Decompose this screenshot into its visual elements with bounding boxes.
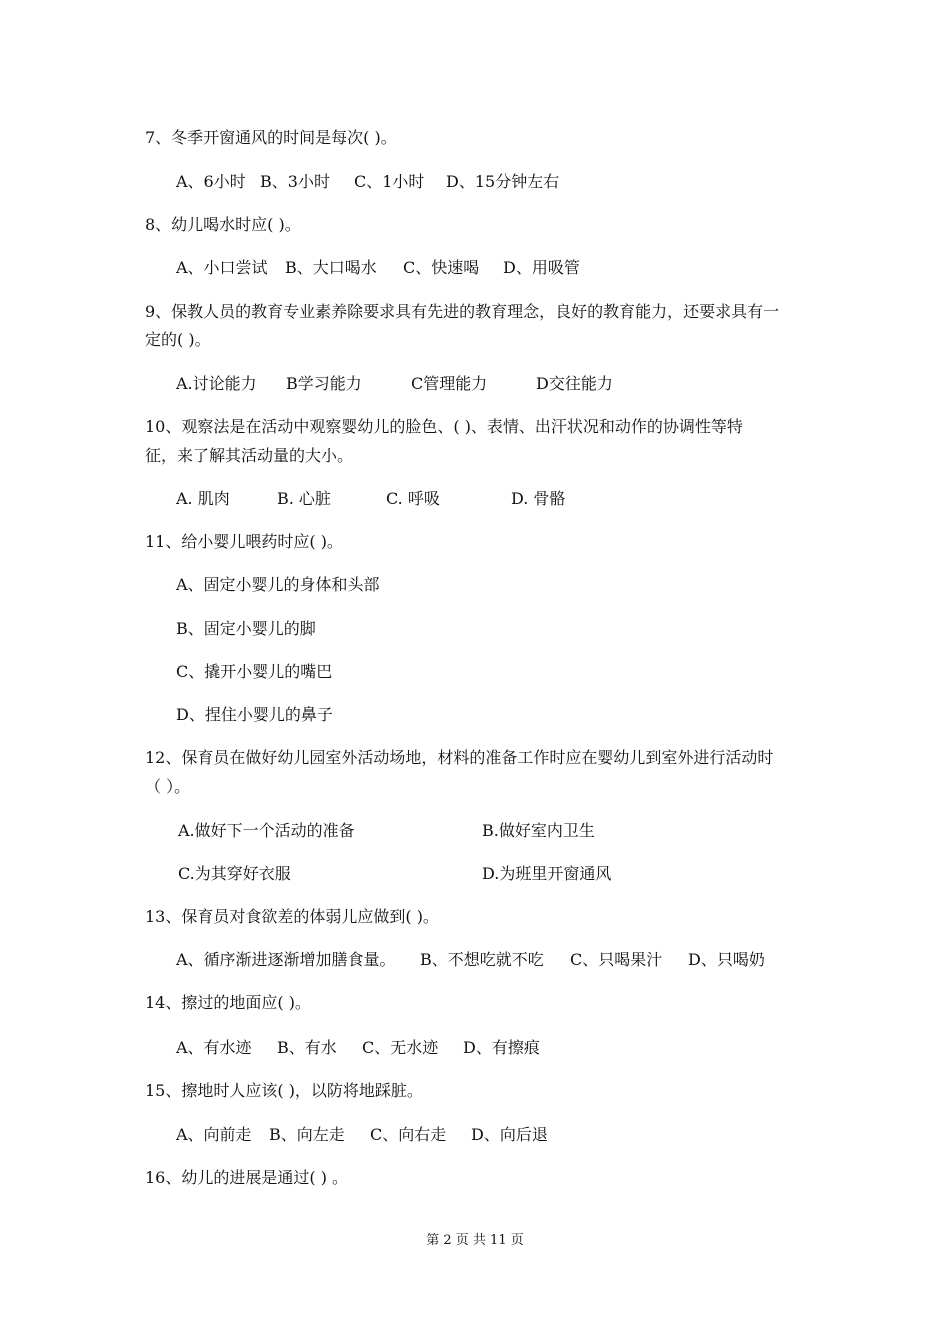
option-c: C、向右走 bbox=[370, 1125, 447, 1144]
option-d: D. 骨骼 bbox=[511, 489, 566, 508]
question-11: 11、给小婴儿喂药时应( )。 bbox=[145, 532, 343, 551]
question-12-options-row2 bbox=[176, 864, 611, 884]
question-12-line1: 12、保育员在做好幼儿园室外活动场地，材料的准备工作时应在婴幼儿到室外进行活动时 bbox=[145, 748, 774, 767]
option-c: C、只喝果汁 bbox=[570, 950, 663, 969]
question-7: 7、冬季开窗通风的时间是每次( )。 bbox=[145, 128, 397, 147]
option-b: B、大口喝水 bbox=[285, 258, 377, 277]
option-a: A.做好下一个活动的准备 bbox=[178, 821, 355, 840]
option-c: C、无水迹 bbox=[362, 1038, 439, 1057]
option-b: B. 心脏 bbox=[277, 489, 331, 508]
option-a: A、6小时 bbox=[176, 172, 246, 191]
question-8: 8、幼儿喝水时应( )。 bbox=[145, 215, 301, 234]
option-a: A、小口尝试 bbox=[176, 258, 268, 277]
option-d: D、向后退 bbox=[471, 1125, 548, 1144]
question-13-options bbox=[176, 950, 765, 970]
option-d: D、捏住小婴儿的鼻子 bbox=[176, 705, 333, 724]
option-c: C.为其穿好衣服 bbox=[178, 864, 291, 883]
question-14: 14、擦过的地面应( )。 bbox=[145, 993, 311, 1012]
option-b: B、固定小婴儿的脚 bbox=[176, 619, 316, 638]
option-d: D、只喝奶 bbox=[688, 950, 765, 969]
question-9-line1: 9、保教人员的教育专业素养除要求具有先进的教育理念，良好的教育能力，还要求具有一 bbox=[145, 302, 780, 321]
question-9-options bbox=[176, 374, 613, 394]
option-c: C、快速喝 bbox=[403, 258, 480, 277]
option-a: A、循序渐进逐渐增加膳食量。 bbox=[176, 950, 396, 969]
option-c: C. 呼吸 bbox=[386, 489, 440, 508]
page-number-footer: 第 2 页 共 11 页 bbox=[426, 1233, 524, 1248]
question-12-options-row1 bbox=[176, 821, 595, 841]
option-b: B、有水 bbox=[277, 1038, 337, 1057]
option-d: D、有擦痕 bbox=[463, 1038, 540, 1057]
option-d: D、用吸管 bbox=[503, 258, 580, 277]
option-b: B、向左走 bbox=[269, 1125, 345, 1144]
option-c: C、1小时 bbox=[354, 172, 425, 191]
option-c: C、撬开小婴儿的嘴巴 bbox=[176, 662, 333, 681]
option-a: A、向前走 bbox=[176, 1125, 252, 1144]
option-d: D交往能力 bbox=[536, 374, 613, 393]
question-7-options bbox=[176, 172, 559, 192]
question-10-line1: 10、观察法是在活动中观察婴幼儿的脸色、( )、表情、出汗状况和动作的协调性等特 bbox=[145, 417, 743, 436]
option-b: B、3小时 bbox=[260, 172, 330, 191]
question-9-line2: 定的( )。 bbox=[145, 330, 211, 349]
option-d: D.为班里开窗通风 bbox=[482, 864, 612, 883]
option-b: B、不想吃就不吃 bbox=[420, 950, 544, 969]
option-a: A、有水迹 bbox=[176, 1038, 252, 1057]
question-8-options bbox=[176, 258, 580, 278]
option-b: B.做好室内卫生 bbox=[482, 821, 595, 840]
question-15: 15、擦地时人应该( )，以防将地踩脏。 bbox=[145, 1081, 423, 1100]
option-c: C管理能力 bbox=[411, 374, 488, 393]
question-13: 13、保育员对食欲差的体弱儿应做到( )。 bbox=[145, 907, 439, 926]
question-16: 16、幼儿的进展是通过( ) 。 bbox=[145, 1168, 349, 1187]
question-15-options bbox=[176, 1125, 548, 1145]
option-a: A、固定小婴儿的身体和头部 bbox=[176, 575, 380, 594]
option-a: A.讨论能力 bbox=[176, 374, 257, 393]
question-10-options bbox=[176, 489, 565, 509]
question-14-options bbox=[176, 1038, 540, 1058]
option-a: A. 肌肉 bbox=[176, 489, 230, 508]
option-b: B学习能力 bbox=[286, 374, 362, 393]
question-12-line2: （ ）。 bbox=[145, 777, 191, 796]
option-d: D、15分钟左右 bbox=[446, 172, 560, 191]
question-10-line2: 征，来了解其活动量的大小。 bbox=[145, 446, 354, 465]
